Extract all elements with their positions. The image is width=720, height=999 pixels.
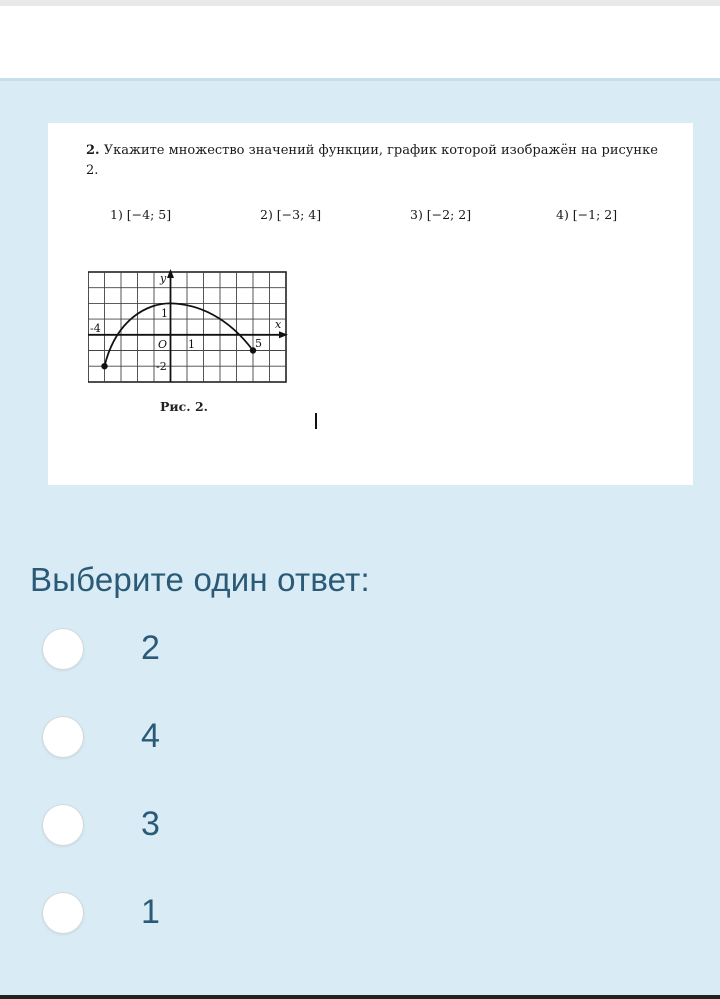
label-one-y: 1 bbox=[161, 307, 168, 320]
top-bar bbox=[0, 6, 720, 78]
function-graph bbox=[88, 269, 288, 387]
answer-option-2[interactable] bbox=[42, 716, 342, 764]
figure-caption: Рис. 2. bbox=[160, 399, 209, 414]
radio-button[interactable] bbox=[42, 628, 84, 670]
question-option-3: 3) [−2; 2] bbox=[410, 207, 472, 222]
graph-grid bbox=[88, 272, 286, 382]
label-one-x: 1 bbox=[188, 338, 195, 351]
y-axis-arrow bbox=[167, 269, 174, 278]
question-option-4: 4) [−1; 2] bbox=[556, 207, 618, 222]
answer-option-1[interactable] bbox=[42, 628, 342, 676]
radio-button[interactable] bbox=[42, 716, 84, 758]
question-number: 2. bbox=[86, 143, 100, 158]
question-options bbox=[48, 207, 693, 227]
question-text: Укажите множество значений функции, график которой изображён на рисунке 2. bbox=[86, 143, 658, 178]
answer-label[interactable]: 4 bbox=[141, 717, 160, 755]
endpoint-left bbox=[101, 363, 107, 369]
bottom-border bbox=[0, 995, 720, 999]
answer-option-4[interactable] bbox=[42, 892, 342, 940]
label-minus-four: -4 bbox=[90, 322, 101, 335]
question-option-1: 1) [−4; 5] bbox=[110, 207, 172, 222]
label-origin: O bbox=[158, 338, 168, 351]
answer-label[interactable]: 3 bbox=[141, 805, 160, 843]
question-option-2: 2) [−3; 4] bbox=[260, 207, 322, 222]
answer-option-3[interactable] bbox=[42, 804, 342, 852]
answer-label[interactable]: 1 bbox=[141, 893, 160, 931]
answer-prompt: Выберите один ответ: bbox=[30, 561, 370, 598]
label-minus-two: -2 bbox=[156, 360, 167, 373]
answer-label[interactable]: 2 bbox=[141, 629, 160, 667]
radio-button[interactable] bbox=[42, 892, 84, 934]
label-five: 5 bbox=[255, 337, 262, 350]
label-x-axis: x bbox=[275, 318, 282, 331]
question-image bbox=[48, 123, 693, 485]
question-text-block bbox=[86, 141, 666, 181]
label-y-axis: y bbox=[160, 272, 167, 285]
text-cursor-mark bbox=[315, 413, 317, 429]
radio-button[interactable] bbox=[42, 804, 84, 846]
